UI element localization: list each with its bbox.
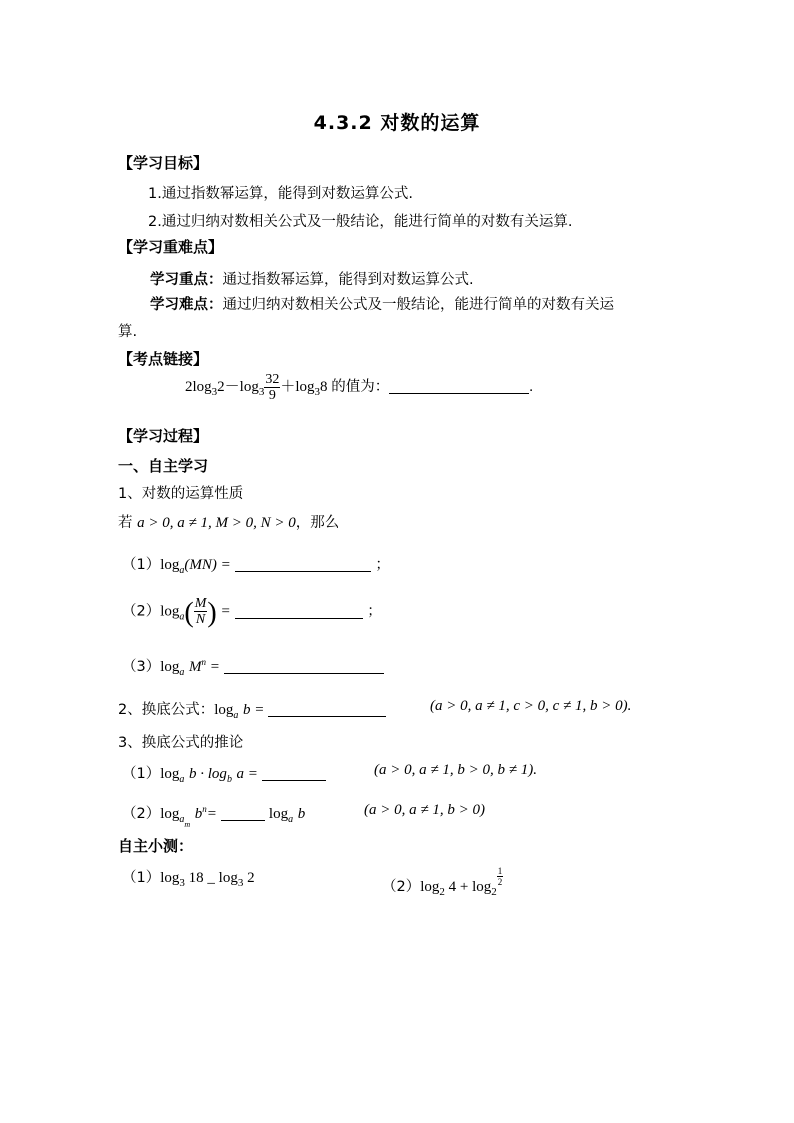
corollary-2-condition: (a > 0, a ≠ 1, b > 0) (364, 802, 485, 818)
link-heading: 【考点链接】 (118, 350, 209, 368)
objective-item-1: 1.通过指数幂运算，能得到对数运算公式. (148, 186, 413, 202)
blank-5 (262, 765, 326, 781)
property-3: $(3)\log_a$ $M^n$ = (122, 655, 384, 678)
property-2: $(2)\log_a$( $\frac{M}{N}$ ) = ； (122, 596, 382, 629)
objective-item-2: 2.通过归纳对数相关公式及一般结论，能进行简单的对数有关运算. (148, 214, 573, 230)
blank-6 (221, 805, 265, 821)
blank-4 (268, 701, 386, 717)
blank-2 (235, 603, 363, 619)
subsection-3: 3、换底公式的推论 (118, 735, 244, 751)
objectives-heading: 【学习目标】 (118, 154, 209, 172)
page-title: 4.3.2 对数的运算 (313, 112, 481, 134)
fraction-m-n: $\frac{M}{N}$ (194, 596, 207, 627)
fraction-1-2: $\frac{1}{2}$ (497, 866, 503, 887)
change-of-base-condition: (a > 0, a ≠ 1, c > 0, c ≠ 1, b > 0). (430, 698, 632, 714)
selftest-heading: 自主小测： (118, 837, 194, 855)
selftest-q1: $(1)\log_3$ 18 _ $\log_3 2$ (122, 870, 255, 889)
corollary-2: $(2)\log_{am}$ $b^n= \log_a b$ (122, 804, 306, 829)
property-1: $(1)\log_a(MN)$ = ； (122, 557, 390, 576)
process-heading: 【学习过程】 (118, 427, 209, 445)
focus-line (150, 268, 474, 289)
focus-text: 通过指数幂运算，能得到对数运算公式. (222, 272, 474, 288)
link-expression: $2\log_32-\log_3$ $\frac{32}{9}$ $+\log_38$ 的值为： . (185, 372, 534, 403)
difficulty-label: 学习难点： (150, 297, 223, 313)
answer-blank (389, 378, 529, 394)
keypoints-heading: 【学习重难点】 (118, 238, 224, 256)
section-1-heading: 一、自主学习 (118, 457, 209, 475)
blank-1 (235, 556, 371, 572)
difficulty-line (150, 293, 614, 314)
corollary-1-condition: (a > 0, a ≠ 1, b > 0, b ≠ 1). (374, 762, 537, 778)
difficulty-cont: 算. (118, 324, 138, 340)
corollary-1: $(1)\log_a$ $b \cdot \log_b a$ = (122, 762, 326, 785)
condition-line: 若 a > 0, a ≠ 1, M > 0, N > 0，那么 (118, 515, 340, 531)
fraction-32-9: $\frac{32}{9}$ (265, 372, 280, 403)
blank-3 (224, 658, 384, 674)
focus-label: 学习重点： (150, 272, 223, 288)
change-of-base: 2、换底公式：$\log_a b$ = (118, 698, 386, 721)
selftest-q2: $(2)\log_2$ $4 + \log_2$ $\frac{1}{2}$ (382, 866, 503, 898)
difficulty-text: 通过归纳对数相关公式及一般结论，能进行简单的对数有关运 (222, 297, 614, 313)
subsection-1: 1、对数的运算性质 (118, 486, 244, 502)
